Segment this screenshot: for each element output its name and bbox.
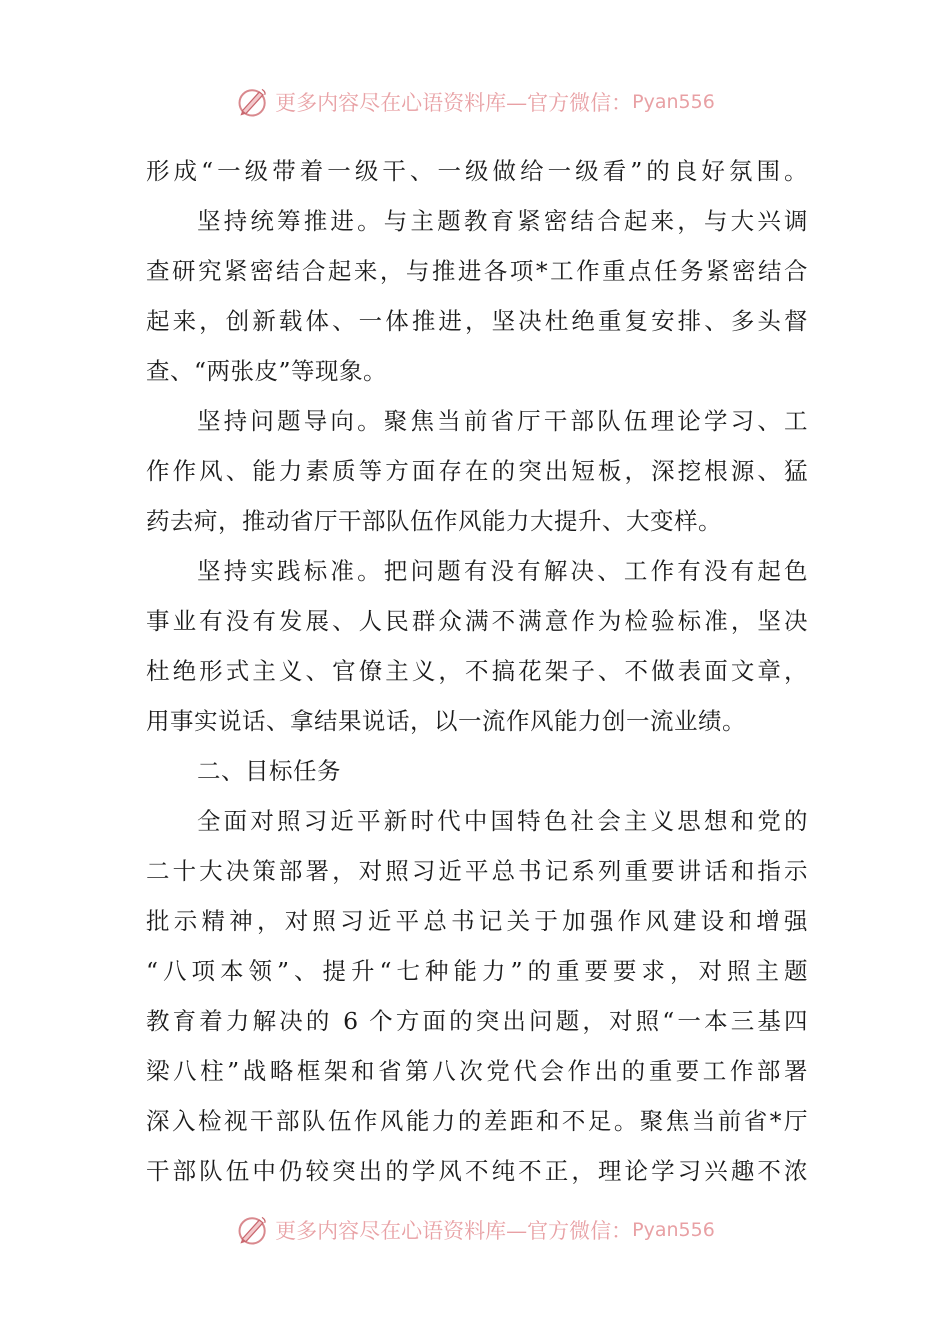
text-line: 教育着力解决的 6 个方面的突出问题，对照“一本三基四 [146, 1007, 808, 1035]
section-heading: 二、目标任务 [197, 757, 341, 785]
text-line: 药去疴，推动省厅干部队伍作风能力大提升、大变样。 [146, 507, 722, 535]
text-line: 起来，创新载体、一体推进，坚决杜绝重复安排、多头督 [146, 307, 808, 335]
text-line: 查研究紧密结合起来，与推进各项*工作重点任务紧密结合 [146, 257, 808, 285]
text-line: 杜绝形式主义、官僚主义，不搞花架子、不做表面文章， [146, 657, 808, 685]
text-line: 干部队伍中仍较突出的学风不纯不正，理论学习兴趣不浓 [146, 1157, 808, 1185]
text-line: 坚持实践标准。把问题有没有解决、工作有没有起色 [197, 557, 808, 585]
document-body [146, 146, 808, 1196]
pen-circle-logo-icon [235, 84, 271, 120]
text-line: 用事实说话、拿结果说话，以一流作风能力创一流业绩。 [146, 707, 746, 735]
watermark-text: 更多内容尽在心语资料库—官方微信： [275, 1219, 633, 1243]
text-line: 全面对照习近平新时代中国特色社会主义思想和党的 [197, 807, 808, 835]
text-line: 形成“一级带着一级干、一级做给一级看”的良好氛围。 [146, 157, 808, 185]
text-line: 事业有没有发展、人民群众满不满意作为检验标准，坚决 [146, 607, 808, 635]
text-line: “八项本领”、提升“七种能力”的重要要求，对照主题 [146, 957, 808, 985]
footer-watermark-banner [0, 1210, 950, 1250]
text-line: 坚持问题导向。聚焦当前省厅干部队伍理论学习、工 [197, 407, 808, 435]
text-line: 梁八柱”战略框架和省第八次党代会作出的重要工作部署 [146, 1057, 808, 1085]
watermark-contact: Pyan556 [632, 1219, 715, 1241]
watermark-text: 更多内容尽在心语资料库—官方微信： [275, 91, 633, 115]
text-line: 坚持统筹推进。与主题教育紧密结合起来，与大兴调 [197, 207, 808, 235]
text-line: 深入检视干部队伍作风能力的差距和不足。聚焦当前省*厅 [146, 1107, 808, 1135]
text-line: 查、“两张皮”等现象。 [146, 357, 388, 385]
header-watermark-banner [0, 82, 950, 122]
text-line: 批示精神，对照习近平总书记关于加强作风建设和增强 [146, 907, 808, 935]
pen-circle-logo-icon [235, 1212, 271, 1248]
watermark-contact: Pyan556 [632, 91, 715, 113]
text-line: 作作风、能力素质等方面存在的突出短板，深挖根源、猛 [146, 457, 808, 485]
text-line: 二十大决策部署，对照习近平总书记系列重要讲话和指示 [146, 857, 808, 885]
